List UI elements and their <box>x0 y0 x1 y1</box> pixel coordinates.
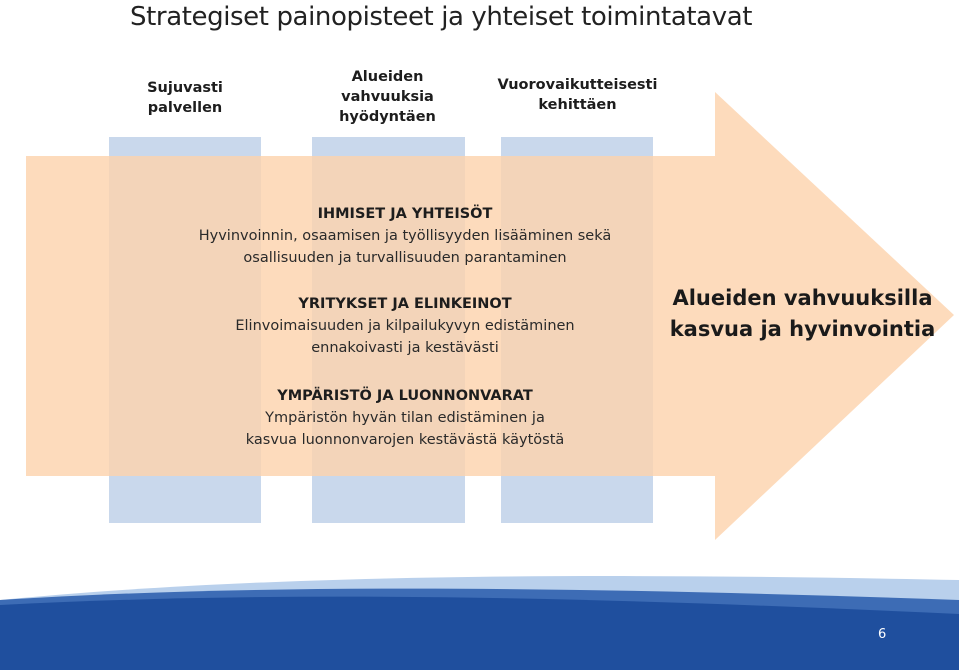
focus-area-text: Hyvinvoinnin, osaamisen ja työllisyyden lisääminen sekä <box>198 228 612 244</box>
slide-title: Strategiset painopisteet ja yhteiset toimintatavat <box>130 2 753 32</box>
page-number: 6 <box>878 627 887 642</box>
focus-area-heading: YRITYKSET JA ELINKEINOT <box>298 296 512 312</box>
column-label-vuorovaikutteisesti <box>490 75 665 115</box>
focus-area-text: osallisuuden ja turvallisuuden parantaminen <box>243 250 567 266</box>
column-label-line: kehittäen <box>538 97 617 113</box>
outcome-line: Alueiden vahvuuksilla <box>672 286 933 310</box>
focus-area-heading: IHMISET JA YHTEISÖT <box>317 206 493 222</box>
outcome-line: kasvua ja hyvinvointia <box>669 317 936 341</box>
focus-area-business <box>180 293 630 359</box>
column-label-sujuvasti <box>105 78 265 118</box>
column-label-line: palvellen <box>147 100 223 116</box>
focus-area-text: ennakoivasti ja kestävästi <box>311 340 499 356</box>
focus-area-text: kasvua luonnonvarojen kestävästä käytöstä <box>245 432 565 448</box>
column-label-alueiden <box>305 67 470 127</box>
focus-area-environment <box>180 385 630 451</box>
column-label-line: vahvuuksia <box>341 89 434 105</box>
column-label-line: hyödyntäen <box>339 109 436 125</box>
focus-area-people <box>180 203 630 269</box>
arrow-outcome-text <box>660 283 945 345</box>
column-label-line: Alueiden <box>351 69 424 85</box>
focus-area-text: Elinvoimaisuuden ja kilpailukyvyn edistäminen <box>235 318 575 334</box>
focus-area-text: Ympäristön hyvän tilan edistäminen ja <box>265 410 545 426</box>
focus-area-heading: YMPÄRISTÖ JA LUONNONVARAT <box>277 388 533 404</box>
column-label-line: Vuorovaikutteisesti <box>497 77 658 93</box>
column-label-line: Sujuvasti <box>147 80 223 96</box>
